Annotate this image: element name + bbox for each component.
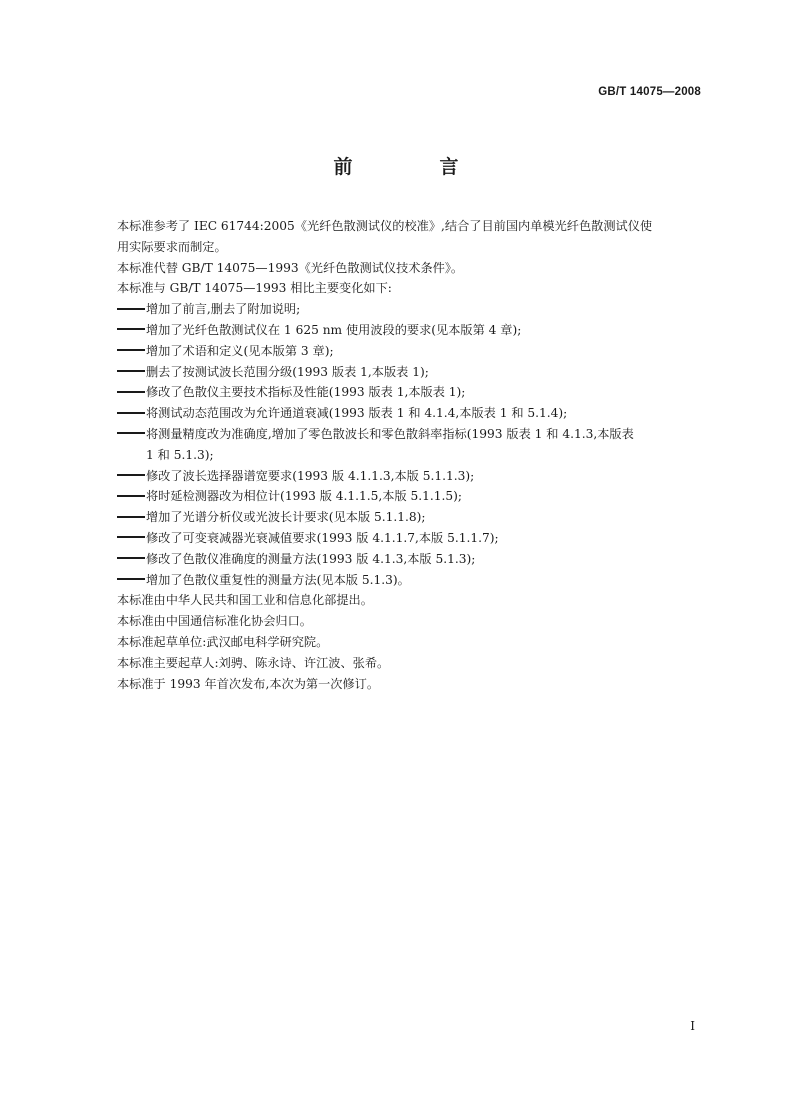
list-item-text: 修改了可变衰减器光衰减值要求(1993 版 4.1.1.7,本版 5.1.1.7); [146, 530, 499, 545]
list-item-text: 增加了色散仪重复性的测量方法(见本版 5.1.3)。 [146, 572, 410, 587]
list-item-continuation [117, 445, 707, 466]
list-item [117, 382, 707, 403]
paragraph-text: 本标准主要起草人:刘骋、陈永诗、许江波、张希。 [117, 655, 390, 670]
list-item [117, 341, 707, 362]
dash-icon [117, 349, 145, 351]
list-item-text: 1 和 5.1.3); [146, 447, 214, 462]
paragraph-text: 本标准起草单位:武汉邮电科学研究院。 [117, 634, 329, 649]
dash-icon [117, 412, 145, 414]
list-item-text: 增加了术语和定义(见本版第 3 章); [146, 343, 334, 358]
list-item [117, 320, 707, 341]
paragraph [117, 216, 707, 237]
paragraph [117, 653, 707, 674]
dash-icon [117, 557, 145, 559]
dash-icon [117, 328, 145, 330]
paragraph [117, 611, 707, 632]
list-item-text: 删去了按测试波长范围分级(1993 版表 1,本版表 1); [146, 364, 429, 379]
paragraph-text: 用实际要求而制定。 [117, 239, 227, 254]
list-item-text: 增加了光谱分析仪或光波长计要求(见本版 5.1.1.8); [146, 510, 426, 525]
dash-icon [117, 432, 145, 434]
list-item [117, 403, 707, 424]
list-item [117, 528, 707, 549]
list-item [117, 486, 707, 507]
dash-icon [117, 370, 145, 372]
paragraph [117, 632, 707, 653]
paragraph-text: 本标准与 GB/T 14075—1993 相比主要变化如下: [117, 281, 392, 296]
paragraph [117, 278, 707, 299]
list-item [117, 299, 707, 320]
paragraph-text: 本标准于 1993 年首次发布,本次为第一次修订。 [117, 676, 380, 691]
list-item [117, 362, 707, 383]
foreword-body [117, 216, 707, 694]
list-item [117, 507, 707, 528]
dash-icon [117, 578, 145, 580]
list-item-text: 增加了前言,删去了附加说明; [146, 302, 301, 317]
paragraph [117, 674, 707, 695]
document-code: GB/T 14075—2008 [598, 86, 701, 98]
list-item-text: 修改了色散仪准确度的测量方法(1993 版 4.1.3,本版 5.1.3); [146, 551, 476, 566]
paragraph-text: 本标准参考了 IEC 61744:2005《光纤色散测试仪的校准》,结合了目前国内单模光纤色散测试仪使 [117, 219, 653, 233]
list-item [117, 424, 707, 445]
paragraph-text: 本标准由中国通信标准化协会归口。 [117, 614, 312, 629]
paragraph-text: 本标准由中华人民共和国工业和信息化部提出。 [117, 593, 373, 608]
dash-icon [117, 474, 145, 476]
dash-icon [117, 536, 145, 538]
dash-icon [117, 495, 145, 497]
paragraph [117, 590, 707, 611]
paragraph [117, 237, 707, 258]
dash-icon [117, 308, 145, 310]
dash-icon [117, 516, 145, 518]
list-item-text: 修改了波长选择器谱宽要求(1993 版 4.1.1.3,本版 5.1.1.3); [146, 468, 475, 483]
list-item-text: 将测量精度改为准确度,增加了零色散波长和零色散斜率指标(1993 版表 1 和 4.1.3,本版表 [146, 426, 634, 441]
list-item-text: 将时延检测器改为相位计(1993 版 4.1.1.5,本版 5.1.1.5); [146, 489, 463, 504]
page-title: 前 言 [333, 156, 493, 178]
paragraph-text: 本标准代替 GB/T 14075—1993《光纤色散测试仪技术条件》。 [117, 260, 464, 275]
dash-icon [117, 391, 145, 393]
list-item-text: 增加了光纤色散测试仪在 1 625 nm 使用波段的要求(见本版第 4 章); [146, 322, 522, 337]
page-number: I [690, 1019, 695, 1033]
list-item [117, 549, 707, 570]
list-item [117, 570, 707, 591]
list-item-text: 修改了色散仪主要技术指标及性能(1993 版表 1,本版表 1); [146, 385, 466, 400]
paragraph [117, 258, 707, 279]
list-item-text: 将测试动态范围改为允许通道衰减(1993 版表 1 和 4.1.4,本版表 1 和 5.1.4); [146, 406, 568, 421]
list-item [117, 466, 707, 487]
